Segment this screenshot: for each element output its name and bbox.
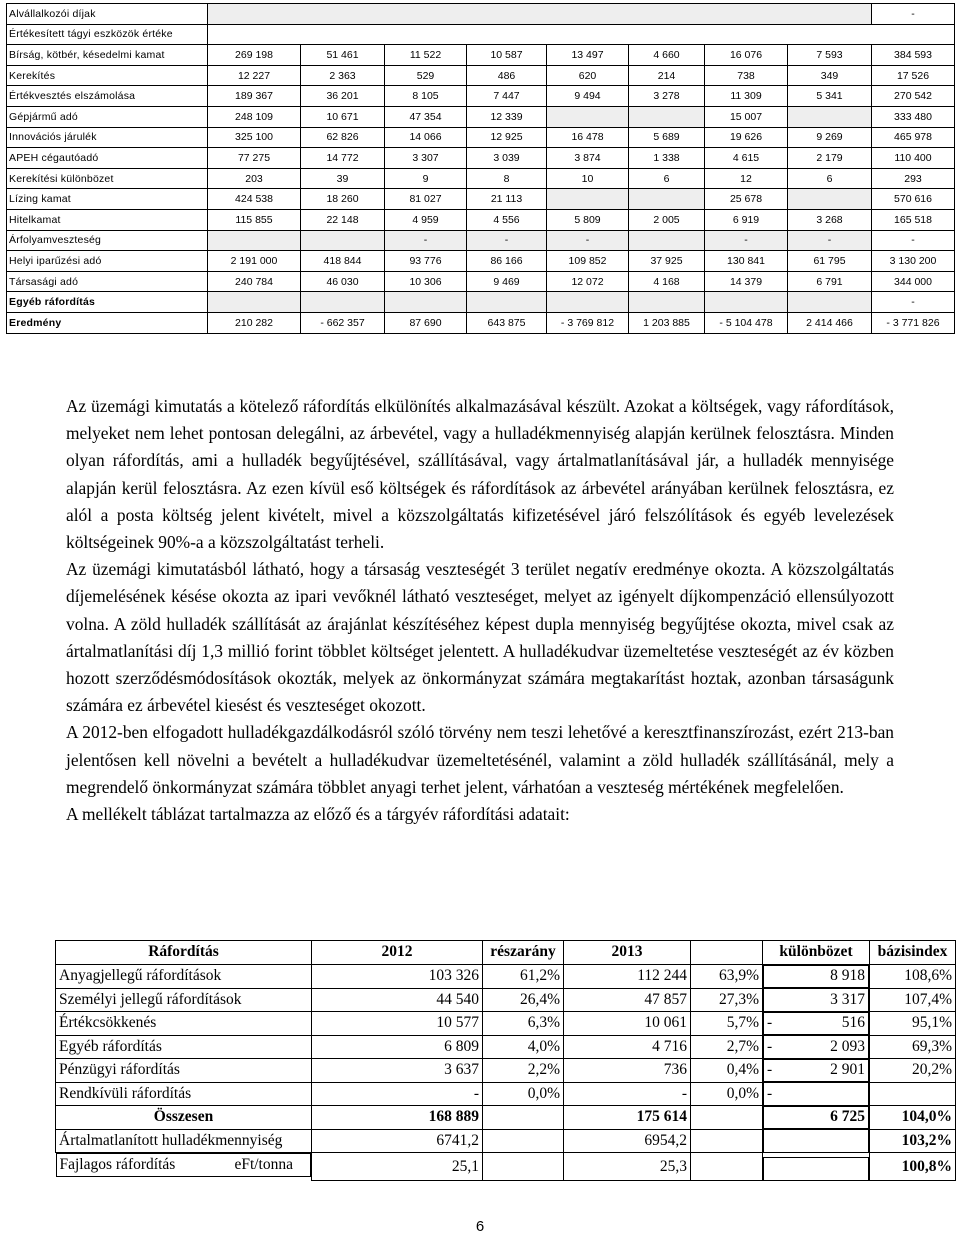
table-cell: - 3 771 826 — [872, 312, 955, 333]
table-cell: 14 379 — [705, 271, 788, 292]
table-cell: 4 556 — [467, 209, 547, 230]
table-cell: 9 469 — [467, 271, 547, 292]
table-cell: 11 522 — [385, 45, 467, 66]
table-cell: 3 039 — [467, 148, 547, 169]
table-cell: 2 414 466 — [788, 312, 872, 333]
table-cell — [629, 292, 705, 313]
table-cell: 51 461 — [301, 45, 385, 66]
table-cell: 7 447 — [467, 86, 547, 107]
table-row — [56, 1012, 956, 1036]
diff-value: 6 725 — [830, 1108, 865, 1126]
table-cell — [547, 189, 629, 210]
table-cell: 2 363 — [301, 65, 385, 86]
row-label: Kerekítési különbözet — [7, 168, 208, 189]
column-header: részarány — [483, 941, 564, 965]
diff-value: 2 901 — [830, 1061, 865, 1079]
body-text — [66, 393, 894, 828]
table-cell — [763, 988, 869, 1012]
table-row — [7, 45, 955, 66]
table-cell: 3 278 — [629, 86, 705, 107]
table-row — [7, 230, 955, 251]
table-cell: 44 540 — [312, 988, 483, 1012]
table-cell: 620 — [547, 65, 629, 86]
column-header — [691, 941, 763, 965]
table-cell: 9 269 — [788, 127, 872, 148]
paragraph: A 2012-ben elfogadott hulladékgazdálkodásról szóló törvény nem teszi lehetővé a keresztfinanszírozást, ezért 213-ban jelentősen kell növelni a bevételt a hulladékudvar üzemeltetésénél, valamint a zöld hulladék szállításánál, mely a megrendelő önkormányzat számára többlet anyagi terhet jelent, várhatóan a veszteség mértékének megfelelően. — [66, 722, 894, 797]
paragraph: A mellékelt táblázat tartalmazza az előző és a tárgyév ráfordítási adatait: — [66, 804, 570, 825]
column-header: 2012 — [312, 941, 483, 965]
table-cell — [208, 24, 955, 45]
table-cell — [788, 189, 872, 210]
table-cell: - 5 104 478 — [705, 312, 788, 333]
table-cell: 12 072 — [547, 271, 629, 292]
table-cell: 5,7% — [691, 1012, 763, 1036]
table-cell: 165 518 — [872, 209, 955, 230]
table-cell — [301, 230, 385, 251]
table-cell: 529 — [385, 65, 467, 86]
unit-label: eFt/tonna — [234, 1155, 293, 1173]
table-cell — [763, 1129, 869, 1153]
table-row — [7, 251, 955, 272]
table-row — [7, 65, 955, 86]
row-label: Egyéb ráfordítás — [56, 1035, 312, 1059]
table-cell — [629, 189, 705, 210]
table-cell: - — [705, 230, 788, 251]
table-cell — [385, 292, 467, 313]
table-cell: 25,3 — [564, 1153, 691, 1181]
table-cell: 39 — [301, 168, 385, 189]
row-label: APEH cégautóadó — [7, 148, 208, 169]
table-cell: 12 925 — [467, 127, 547, 148]
row-label — [56, 1153, 312, 1177]
row-label: Személyi jellegű ráfordítások — [56, 988, 312, 1012]
table-cell: - — [872, 292, 955, 313]
table-cell: 6954,2 — [564, 1129, 691, 1153]
table-cell: 4 716 — [564, 1035, 691, 1059]
column-header: Ráfordítás — [56, 941, 312, 965]
table-cell — [483, 1106, 564, 1130]
table-cell: 3 130 200 — [872, 251, 955, 272]
row-label: Alvállalkozói díjak — [7, 4, 208, 25]
table-cell: 6 809 — [312, 1035, 483, 1059]
row-label: Összesen — [56, 1106, 312, 1130]
table-cell: 36 201 — [301, 86, 385, 107]
table-row — [56, 988, 956, 1012]
table-cell: 424 538 — [208, 189, 301, 210]
table-cell: 418 844 — [301, 251, 385, 272]
table-cell: 465 978 — [872, 127, 955, 148]
table-cell: 100,8% — [870, 1153, 956, 1181]
table-cell: 87 690 — [385, 312, 467, 333]
diff-sign: - — [767, 1084, 773, 1102]
diff-value: 8 918 — [830, 967, 865, 985]
table-cell — [763, 1012, 869, 1036]
table-row — [56, 1059, 956, 1083]
table-cell: 0,0% — [691, 1082, 763, 1106]
table-row — [7, 209, 955, 230]
table-row — [7, 127, 955, 148]
diff-value: 516 — [841, 1014, 865, 1032]
table-cell: - — [872, 4, 955, 25]
column-header: különbözet — [763, 941, 870, 965]
row-label: Ártalmatlanított hulladékmennyiség — [56, 1129, 312, 1153]
table-cell: 240 784 — [208, 271, 301, 292]
table-cell: - — [547, 230, 629, 251]
table-cell: 86 166 — [467, 251, 547, 272]
diff-sign: - — [767, 1061, 773, 1079]
table-cell: 103 326 — [312, 964, 483, 988]
table-cell: - — [872, 230, 955, 251]
row-label: Lízing kamat — [7, 189, 208, 210]
table-cell: 6 — [629, 168, 705, 189]
diff-value: 2 093 — [830, 1037, 865, 1055]
table-cell — [467, 292, 547, 313]
table-cell: 2,7% — [691, 1035, 763, 1059]
table-row — [7, 148, 955, 169]
table-cell: 109 852 — [547, 251, 629, 272]
table-cell: 10 671 — [301, 106, 385, 127]
table-cell: 4 615 — [705, 148, 788, 169]
table-cell: 46 030 — [301, 271, 385, 292]
table-cell: 16 076 — [705, 45, 788, 66]
table-cell: 13 497 — [547, 45, 629, 66]
table-cell: 6 — [788, 168, 872, 189]
row-label: Kerekítés — [7, 65, 208, 86]
table-cell: 25,1 — [312, 1153, 483, 1181]
row-label: Pénzügyi ráfordítás — [56, 1059, 312, 1083]
table-cell: 269 198 — [208, 45, 301, 66]
table-row — [56, 1129, 956, 1153]
table-cell: 61,2% — [483, 964, 564, 988]
table-cell: - 662 357 — [301, 312, 385, 333]
table-cell: 7 593 — [788, 45, 872, 66]
table-cell — [691, 1106, 763, 1130]
table-cell: 3 637 — [312, 1059, 483, 1083]
table-cell — [547, 292, 629, 313]
row-label: Gépjármű adó — [7, 106, 208, 127]
table-cell — [208, 4, 872, 25]
table-cell: 107,4% — [870, 988, 956, 1012]
table-cell: 5 809 — [547, 209, 629, 230]
table-cell: 349 — [788, 65, 872, 86]
table-cell: 108,6% — [870, 964, 956, 988]
table-row — [7, 106, 955, 127]
table-cell — [301, 292, 385, 313]
table-cell — [208, 230, 301, 251]
row-label: Értékesített tágyi eszközök értéke — [7, 24, 208, 45]
table-cell: 22 148 — [301, 209, 385, 230]
table-cell: 5 341 — [788, 86, 872, 107]
table-cell: 643 875 — [467, 312, 547, 333]
page-number: 6 — [475, 1218, 485, 1235]
table-cell: 168 889 — [312, 1106, 483, 1130]
table-cell: 19 626 — [705, 127, 788, 148]
row-label: Egyéb ráfordítás — [7, 292, 208, 313]
table-cell: 20,2% — [870, 1059, 956, 1083]
table-cell: 16 478 — [547, 127, 629, 148]
table-header-row — [56, 941, 956, 965]
table-cell — [483, 1153, 564, 1181]
table-cell: 6 791 — [788, 271, 872, 292]
table-row — [56, 1153, 956, 1181]
table-cell — [691, 1129, 763, 1153]
table-cell — [705, 292, 788, 313]
table-cell: 17 526 — [872, 65, 955, 86]
table-cell — [788, 106, 872, 127]
table-cell — [788, 292, 872, 313]
row-label: Hitelkamat — [7, 209, 208, 230]
table-cell: 12 — [705, 168, 788, 189]
table-cell: 5 689 — [629, 127, 705, 148]
table-cell: 18 260 — [301, 189, 385, 210]
table-cell: 344 000 — [872, 271, 955, 292]
table-cell: - 3 769 812 — [547, 312, 629, 333]
table-cell — [870, 1082, 956, 1106]
table-cell — [629, 106, 705, 127]
table-cell: 21 113 — [467, 189, 547, 210]
table-cell: 37 925 — [629, 251, 705, 272]
table-cell: 14 066 — [385, 127, 467, 148]
table-row — [7, 312, 955, 333]
table-cell — [763, 1157, 869, 1181]
table-cell: - — [788, 230, 872, 251]
table-row — [56, 1082, 956, 1106]
table-cell: 4 660 — [629, 45, 705, 66]
income-statement-table — [6, 3, 955, 334]
paragraph: Az üzemági kimutatásból látható, hogy a társaság veszteségét 3 terület negatív eredménye okozta. A közszolgáltatás díjemelésének késése okozta az ipari vevőknél látható veszteséget, melyet az igényelt díjkompenzáció ellensúlyozott volna. A zöld hulladék szállítását az árajánlat készítéséhez képest dupla mennyiség begyűjtése okozta, mivel csak az ártalmatlanítási díj 1,3 millió forint többlet költséget jelentett. A hulladékudvar üzemeltetése veszteségét az év közben hozott szerződésmódosítások okozták, melyek az önkormányzat számára megtakarítást hoztak, azonban társaságunk számára ez árbevétel kiesést és veszteséget okozott. — [66, 559, 894, 716]
table-cell: 14 772 — [301, 148, 385, 169]
table-cell: 2 191 000 — [208, 251, 301, 272]
row-label: Árfolyamveszteség — [7, 230, 208, 251]
table-cell: 6 919 — [705, 209, 788, 230]
table-row — [56, 1035, 956, 1059]
table-cell: 248 109 — [208, 106, 301, 127]
column-header: bázisindex — [870, 941, 956, 965]
diff-value: 3 317 — [830, 990, 865, 1008]
table-cell: 47 857 — [564, 988, 691, 1012]
table-cell: 0,0% — [483, 1082, 564, 1106]
table-cell: 110 400 — [872, 148, 955, 169]
table-cell: 570 616 — [872, 189, 955, 210]
table-cell — [763, 1106, 869, 1130]
table-cell: 0,4% — [691, 1059, 763, 1083]
table-cell: 2 179 — [788, 148, 872, 169]
table-row — [56, 1106, 956, 1130]
table-cell: 95,1% — [870, 1012, 956, 1036]
table-cell: - — [467, 230, 547, 251]
row-label: Értékcsökkenés — [56, 1012, 312, 1036]
table-cell: 12 227 — [208, 65, 301, 86]
table-row — [7, 271, 955, 292]
table-cell: 1 203 885 — [629, 312, 705, 333]
column-header: 2013 — [564, 941, 691, 965]
table-cell: 77 275 — [208, 148, 301, 169]
table-cell: 6,3% — [483, 1012, 564, 1036]
table-cell: 27,3% — [691, 988, 763, 1012]
row-label-text: Fajlagos ráfordítás — [59, 1155, 176, 1173]
row-label: Helyi iparűzési adó — [7, 251, 208, 272]
table-cell — [763, 1059, 869, 1083]
table-cell: 81 027 — [385, 189, 467, 210]
table-cell: 189 367 — [208, 86, 301, 107]
table-cell: 210 282 — [208, 312, 301, 333]
table-cell: 486 — [467, 65, 547, 86]
table-cell: 63,9% — [691, 964, 763, 988]
paragraph: Az üzemági kimutatás a kötelező ráfordítás elkülönítés alkalmazásával készült. Azokat a költségek, vagy ráfordítások, melyeket nem lehet pontosan delegálni, az árbevétel, vagy a hulladékmennyiség alapján kerülnek felosztásra. Minden olyan ráfordítás, ami a hulladék begyűjtésével, szállításával, vagy ártalmatlanításával jár, a hulladék mennyisége alapján kerül felosztásra. Az ezen kívül eső költségek és ráfordítások az árbevétel arányában kerülnek felosztásra, ez alól a posta költség jelent kivételt, mivel a közszolgáltatás kifizetésével járó felszólítások és egyéb levelezések költségeinek 90%-a a közszolgáltatást terheli. — [66, 396, 894, 553]
table-row — [7, 168, 955, 189]
table-cell: 1 338 — [629, 148, 705, 169]
table-cell: 4 959 — [385, 209, 467, 230]
table-cell: 69,3% — [870, 1035, 956, 1059]
table-cell — [763, 1035, 869, 1059]
row-label: Eredmény — [7, 312, 208, 333]
table-cell: - — [564, 1082, 691, 1106]
table-cell: 384 593 — [872, 45, 955, 66]
table-cell: 115 855 — [208, 209, 301, 230]
table-cell: 4,0% — [483, 1035, 564, 1059]
table-cell: 112 244 — [564, 964, 691, 988]
table-cell: 2 005 — [629, 209, 705, 230]
table-cell: - — [312, 1082, 483, 1106]
table-cell: 62 826 — [301, 127, 385, 148]
table-cell: 3 874 — [547, 148, 629, 169]
table-cell: 3 268 — [788, 209, 872, 230]
table-cell: 104,0% — [870, 1106, 956, 1130]
row-label: Bírság, kötbér, késedelmi kamat — [7, 45, 208, 66]
table-cell: 214 — [629, 65, 705, 86]
table-cell: 333 480 — [872, 106, 955, 127]
table-cell: 10 306 — [385, 271, 467, 292]
table-row — [7, 24, 955, 45]
table-cell: - — [385, 230, 467, 251]
table-cell: 47 354 — [385, 106, 467, 127]
table-row — [7, 86, 955, 107]
table-cell: 61 795 — [788, 251, 872, 272]
table-cell: 736 — [564, 1059, 691, 1083]
table-cell: 10 — [547, 168, 629, 189]
table-cell: 8 105 — [385, 86, 467, 107]
table-cell: 203 — [208, 168, 301, 189]
table-cell: 9 494 — [547, 86, 629, 107]
table-cell: 175 614 — [564, 1106, 691, 1130]
table-cell — [483, 1129, 564, 1153]
table-row — [7, 4, 955, 25]
row-label: Értékvesztés elszámolása — [7, 86, 208, 107]
table-cell: 103,2% — [870, 1129, 956, 1153]
table-cell: 8 — [467, 168, 547, 189]
row-label: Rendkívüli ráfordítás — [56, 1082, 312, 1106]
table-cell: 12 339 — [467, 106, 547, 127]
table-cell — [629, 230, 705, 251]
table-cell: 15 007 — [705, 106, 788, 127]
table-cell: 9 — [385, 168, 467, 189]
table-cell: 3 307 — [385, 148, 467, 169]
table-row — [7, 292, 955, 313]
table-cell: 738 — [705, 65, 788, 86]
table-cell: 6741,2 — [312, 1129, 483, 1153]
table-cell: 270 542 — [872, 86, 955, 107]
diff-sign: - — [767, 1014, 773, 1032]
diff-sign: - — [767, 1037, 773, 1055]
table-cell — [547, 106, 629, 127]
row-label: Anyagjellegű ráfordítások — [56, 964, 312, 988]
table-cell: 93 776 — [385, 251, 467, 272]
table-cell: 2,2% — [483, 1059, 564, 1083]
table-cell: 10 577 — [312, 1012, 483, 1036]
table-row — [7, 189, 955, 210]
table-cell: 325 100 — [208, 127, 301, 148]
table-cell: 10 061 — [564, 1012, 691, 1036]
table-cell — [763, 1082, 869, 1106]
table-row — [56, 964, 956, 988]
row-label: Innovációs járulék — [7, 127, 208, 148]
table-cell — [691, 1153, 763, 1181]
table-cell: 25 678 — [705, 189, 788, 210]
expense-comparison-table — [55, 940, 956, 1181]
table-cell: 11 309 — [705, 86, 788, 107]
table-cell: 26,4% — [483, 988, 564, 1012]
table-cell: 4 168 — [629, 271, 705, 292]
table-cell — [763, 965, 869, 989]
table-cell: 293 — [872, 168, 955, 189]
table-cell: 130 841 — [705, 251, 788, 272]
row-label: Társasági adó — [7, 271, 208, 292]
table-cell — [208, 292, 301, 313]
table-cell: 10 587 — [467, 45, 547, 66]
